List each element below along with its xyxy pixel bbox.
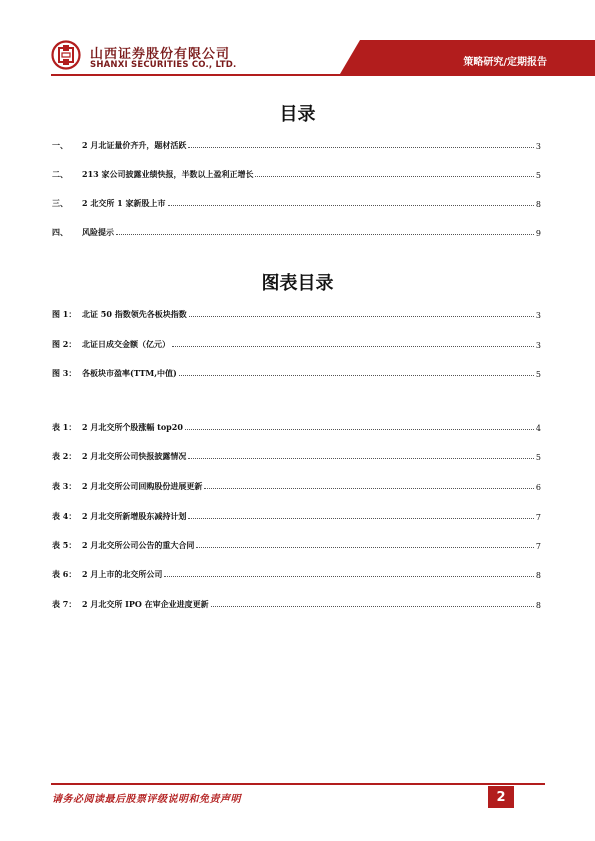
toc-entry-number: 二、 [52,169,68,179]
table-entry-number: 表 4： [52,511,77,521]
dot-leader [188,517,534,519]
toc-entry-page: 9 [535,229,541,238]
company-name-en: SHANXI SECURITIES CO., LTD. [90,60,237,70]
toc-entry-label: 213 家公司披露业绩快报，半数以上盈利正增长 [82,169,254,179]
footer-divider [51,783,545,785]
dot-leader [255,175,533,177]
figure-entry-label: 北证 50 指数领先各板块指数 [82,309,187,319]
table-entry-label: 2 月北交所 IPO 在审企业进度更新 [82,599,209,609]
figure-entry-label: 各板块市盈率(TTM,中值) [82,368,177,378]
dot-leader [179,374,534,376]
report-type-label: 策略研究/定期报告 [463,57,547,68]
toc-entry-page: 3 [535,142,541,151]
dot-leader [172,345,534,347]
dot-leader [188,457,534,459]
toc-entry-label: 风险提示 [82,227,114,237]
table-entry[interactable] [52,448,541,462]
figure-entry[interactable] [52,306,541,320]
page-header [0,0,595,80]
table-entry-label: 2 月北交所个股涨幅 top20 [82,422,183,432]
toc-entry-number: 一、 [52,140,68,150]
table-entry[interactable] [52,478,541,492]
figure-entry-number: 图 3： [52,368,77,378]
table-entry[interactable] [52,508,541,522]
toc-entry[interactable] [52,224,541,238]
figure-entry-number: 图 1： [52,309,77,319]
figure-entry[interactable] [52,365,541,379]
toc-entry-number: 四、 [52,227,68,237]
figure-entry-label: 北证日成交金额（亿元） [82,339,170,349]
table-entry-page: 5 [535,453,541,462]
dot-leader [164,575,534,577]
dot-leader [189,315,534,317]
dot-leader [196,546,534,548]
table-entry-label: 2 月上市的北交所公司 [82,569,163,579]
figure-entry-number: 图 2： [52,339,77,349]
figure-entry[interactable] [52,336,541,350]
table-entry-number: 表 1： [52,422,77,432]
table-entry-label: 2 月北交所公司回购股份进展更新 [82,481,203,491]
toc-entry[interactable] [52,166,541,180]
table-entry-number: 表 6： [52,569,77,579]
table-entry-number: 表 3： [52,481,77,491]
dot-leader [116,233,534,235]
table-entry-page: 6 [535,483,541,492]
disclaimer-notice: 请务必阅读最后股票评级说明和免责声明 [52,794,241,805]
table-entry[interactable] [52,596,541,610]
company-logo-icon [51,40,81,70]
dot-leader [185,428,534,430]
toc-entry[interactable] [52,195,541,209]
page-number: 2 [488,786,514,808]
table-entry-page: 8 [535,601,541,610]
dot-leader [211,605,534,607]
table-entry[interactable] [52,537,541,551]
toc-entry-page: 8 [535,200,541,209]
table-entry-label: 2 月北交所公司快报披露情况 [82,451,187,461]
toc-title: 目录 [279,104,316,125]
toc-entry-label: 2 月北证量价齐升，题材活跃 [82,140,187,150]
company-name-cn: 山西证券股份有限公司 [90,47,231,62]
toc-entry-label: 2 北交所 1 家新股上市 [82,198,166,208]
table-entry-label: 2 月北交所新增股东减持计划 [82,511,187,521]
table-entry-label: 2 月北交所公司公告的重大合同 [82,540,195,550]
figure-entry-page: 5 [535,370,541,379]
table-entry-page: 4 [535,424,541,433]
figures-title: 图表目录 [261,273,334,294]
dot-leader [188,146,534,148]
table-entry-number: 表 5： [52,540,77,550]
toc-entry[interactable] [52,137,541,151]
dot-leader [168,204,534,206]
toc-entry-page: 5 [535,171,541,180]
table-entry-number: 表 2： [52,451,77,461]
figure-entry-page: 3 [535,311,541,320]
table-entry-page: 7 [535,542,541,551]
figure-entry-page: 3 [535,341,541,350]
dot-leader [204,487,534,489]
table-entry-number: 表 7： [52,599,77,609]
table-entry-page: 7 [535,513,541,522]
toc-entry-number: 三、 [52,198,68,208]
header-divider [51,74,595,76]
table-entry-page: 8 [535,571,541,580]
table-entry[interactable] [52,419,541,433]
table-entry[interactable] [52,566,541,580]
